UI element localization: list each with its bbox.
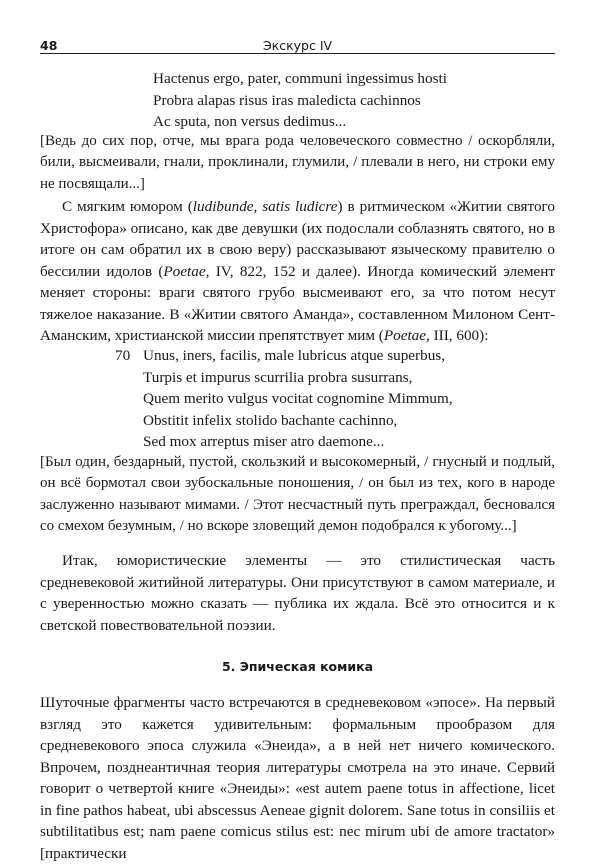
paragraph-3 <box>40 692 555 864</box>
paragraph-text <box>40 196 555 347</box>
verse-line: Sed mox arreptus miser atro daemone... <box>143 433 385 450</box>
verse-row <box>115 388 453 410</box>
running-title: Экскурс IV <box>262 38 333 53</box>
section-heading: 5. Эпическая комика <box>221 659 374 674</box>
text-run: , IV, 822, 152 и далее). Иногда комический элемент меняет стороны: враги святого грубо высмеивают его, за что потом несут тяжелое наказание. В «Житии святого Аманда», составленном Милоном Сент-Аманским, христианской миссии препятствует мим ( <box>40 262 555 344</box>
latin-verse-2 <box>115 345 453 453</box>
verse-row <box>115 345 453 367</box>
text-run: ) в ритмическом «Житии святого Христофора» описано, как две девушки (их подослали соблазнять святого, но в итоге он сам обратил их в свою веру) рассказывают языческому правителю о бессилии идолов ( <box>40 198 555 280</box>
text-run: , III, 600): <box>426 327 489 344</box>
italic-run: Poetae <box>383 327 426 344</box>
translation-2 <box>40 452 555 538</box>
verse-line: Quem merito vulgus vocitat cognomine Mimmum, <box>143 390 453 407</box>
verse-row <box>115 410 453 432</box>
text-run: С мягким юмором ( <box>62 198 193 215</box>
line-number: 70 <box>115 347 131 364</box>
paragraph-2 <box>40 550 555 636</box>
verse-row <box>115 367 453 389</box>
header-rule <box>40 53 555 54</box>
paragraph-1 <box>40 196 555 347</box>
italic-run: ludibunde, satis ludicre <box>192 198 338 215</box>
translation-text: [Был один, бездарный, пустой, скользкий и высокомерный, / гнусный и подлый, он всё бормотал свои зубоскальные поношения, / он был из тех, кого в народе заслуженно называют мимами. / Этот несчастный путь преграждал, бесновался со смехом безумным, / но вскоре зловещий демон подобрался к убогому...] <box>40 454 555 535</box>
page-number: 48 <box>40 38 58 53</box>
verse-row <box>115 431 453 453</box>
verse-line: Obstitit infelix stolido bachante cachinno, <box>143 411 398 429</box>
verse-line: Probra alapas risus iras maledicta cachinnos <box>153 91 421 109</box>
italic-run: Poetae <box>163 262 206 280</box>
paragraph-text: Итак, юмористические элементы — это стилистическая часть средневековой житийной литературы. Они присутствуют в самом материале, и с уверенностью можно сказать — публика их ждала. Всё это относится и к светской повествовательной поэзии. <box>40 552 555 634</box>
paragraph-text: Шуточные фрагменты часто встречаются в средневековом «эпосе». На первый взгляд это кажется удивительным: формальным прообразом для средневекового эпоса служила «Энеида», а в ней нет ничего комического. Впрочем, позднеантичная теория литературы смотрела на это иначе. Сервий говорит о четвертой книге «Энеиды»: «est autem paene totus in affectione, licet in fine pathos habeat, ubi abscessus Aeneae gignit dolorem. Sane totus in consiliis et subtilitatibus est; nam paene comicus stilus est: nec mirum ubi de amore tractator» [практически <box>40 694 555 862</box>
running-head <box>40 38 555 52</box>
verse-line: Turpis et impurus scurrilia probra susurrans, <box>143 368 413 386</box>
translation-1 <box>40 131 555 195</box>
verse-line: Hactenus ergo, pater, communi ingessimus hosti <box>153 70 447 87</box>
translation-text: [Ведь до сих пор, отче, мы врага рода человеческого совместно / оскорбляли, били, высмеивали, гнали, проклинали, глумили, / плевали в него, ни строки ему не посвящали...] <box>40 133 555 192</box>
verse-line: Ac sputa, non versus dedimus... <box>153 113 347 130</box>
verse-line: Unus, iners, facilis, male lubricus atque superbus, <box>143 347 445 364</box>
latin-verse-1 <box>153 68 447 133</box>
